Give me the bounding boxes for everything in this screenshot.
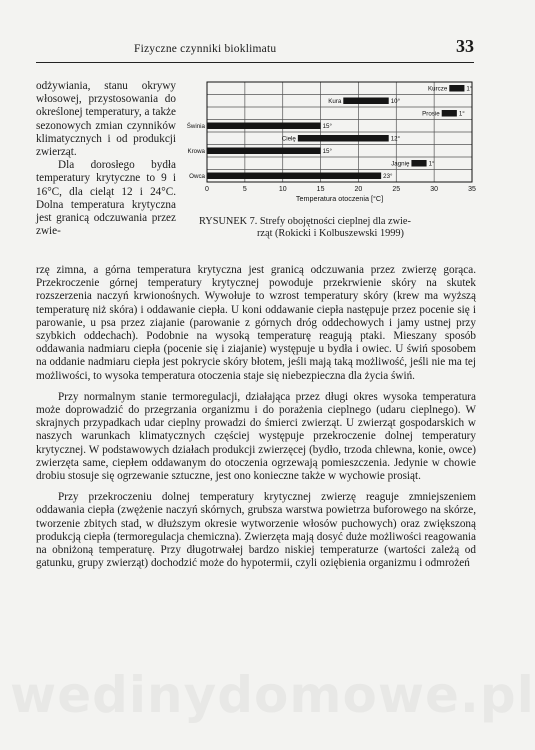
x-tick-label: 25 [392,186,401,193]
x-axis-label: Temperatura otoczenia [°C] [295,194,384,203]
left-paragraph: Dla dorosłego bydła temperatury krytyczne to 9 i 16°C, dla cieląt 12 i 24°C. Dolna temperatura krytyczna jest granicą odczuwania przez zwie- [36,159,176,238]
bar-end-label: 15° [322,122,332,130]
left-paragraph: odżywiania, stanu okrywy włosowej, przystosowania do określonej temperatury, a także sezonowych zmian czynników klimatycznych i od produkcji zwierząt. [36,80,176,159]
bar-kura [343,98,388,105]
body-paragraph: Przy przekroczeniu dolnej temperatury krytycznej zwierzę reaguje zmniejszeniem oddawania ciepła (zwężenie naczyń skórnych, grubsza warstwa powietrza buforowego na skórze, tworzenie zbitych stad, w dłuższym okresie wytworzenie włosów puchowych) oraz zwiększoną produkcją ciepła (termoregulacja chemiczna). Zwierzęta mają dosyć duże możliwości reagowania na obniżoną temperaturę. Przy długotrwałej bardzo niskiej temperaturze (wartości zależą od gatunku, grupy zwierząt) dochodzić może do hypotermii, czyli oziębienia organizmu i odmrożeń [36,491,476,570]
animal-label: Kurcze [428,85,448,93]
bar-owca [207,173,381,180]
bar-end-label: 15° [322,147,332,155]
animal-label: Kura [328,97,342,105]
x-tick-label: 10 [278,186,287,193]
bar-jagnię [411,160,426,167]
running-header [36,38,474,63]
caption-line: rząt (Rokicki i Kolbuszewski 1999) [257,228,404,240]
x-tick-label: 20 [354,186,363,193]
figure-caption [199,216,478,241]
bar-prosie [442,110,457,117]
animal-label: Jagnię [391,160,410,168]
caption-line: RYSUNEK 7. Strefy obojętności cieplnej dla zwie- [199,216,411,227]
body-paragraph: Przy normalnym stanie termoregulacji, działająca przez długi okres wysoka temperatura może doprowadzić do przegrzania organizmu i do porażenia cieplnego (udaru cieplnego). W skrajnych przypadkach udar cieplny prowadzi do śmierci zwierząt. U zwierząt gospodarskich w naszych warunkach klimatycznych częściej występuje przekroczenie dolnej temperatury krytycznej. W podstawowych działach produkcji zwierzęcej (bydło, trzoda chlewna, konie, owce) zwierzęta same, ciepłem oddawanym do otoczenia ogrzewają pomieszczenia. Jedynie w chowie drobiu stosuje się ogrzewanie sztuczne, jest ono konieczne także w wychowie prosiąt. [36,390,476,483]
bar-end-label: 1° [428,160,435,168]
animal-label: Cielę [281,135,296,143]
x-tick-label: 15 [316,186,325,193]
figure-7-chart [186,80,478,204]
bar-end-label: 10° [390,97,401,105]
bar-cielę [298,135,389,142]
bar-end-label: 12° [390,135,401,143]
bar-end-label: 1° [458,110,465,118]
x-tick-label: 0 [205,186,209,193]
bar-świnia [207,123,321,130]
left-column-text [36,80,176,238]
animal-label: Prosie [422,110,440,118]
x-tick-label: 35 [468,186,476,193]
thermal-neutral-zone-chart [186,80,478,204]
body-paragraph: rzę zimna, a górna temperatura krytyczna jest granicą odczuwania przez zwierzę gorąca. Przekroczenie górnej temperatury krytycznej powoduje przekrwienie skóry na skutek rozszerzenia naczyń krwionośnych. Wywołuje to wzrost temperatury skóry (krew ma wyższą temperaturę niż skóra) i oddawanie ciepła. U koni oddawanie ciepła następuje przez pocenie się i parowanie, u psa przez ziajanie (parowanie z górnych dróg oddechowych i jamy ustnej przy szybkich oddechach). Podobnie na wysoką temperaturę reagują ptaki. Mieszany sposób oddawania nadmiaru ciepła (pocenie się i ziajanie) występuje u bydła i owiec. U świń sposobem na oddanie nadmiaru ciepła jest pokrycie skóry błotem, jeśli mają taką możliwość, jeśli nie ma tej możliwości, to wysoka temperatura otoczenia staje się niebezpieczna dla życia świń. [36,264,476,382]
bar-kurcze [449,85,464,92]
animal-label: Owca [189,172,205,180]
bar-end-label: 1° [466,85,473,93]
animal-label: Świnia [186,122,205,130]
body-text [36,264,476,570]
page-number: 33 [456,36,474,56]
bar-end-label: 23° [383,172,393,180]
x-tick-label: 30 [430,186,439,193]
x-tick-label: 5 [242,186,247,193]
bar-krowa [207,148,321,155]
watermark-logo [10,666,500,724]
running-header-title: Fizyczne czynniki bioklimatu [134,43,277,55]
animal-label: Krowa [187,147,205,155]
